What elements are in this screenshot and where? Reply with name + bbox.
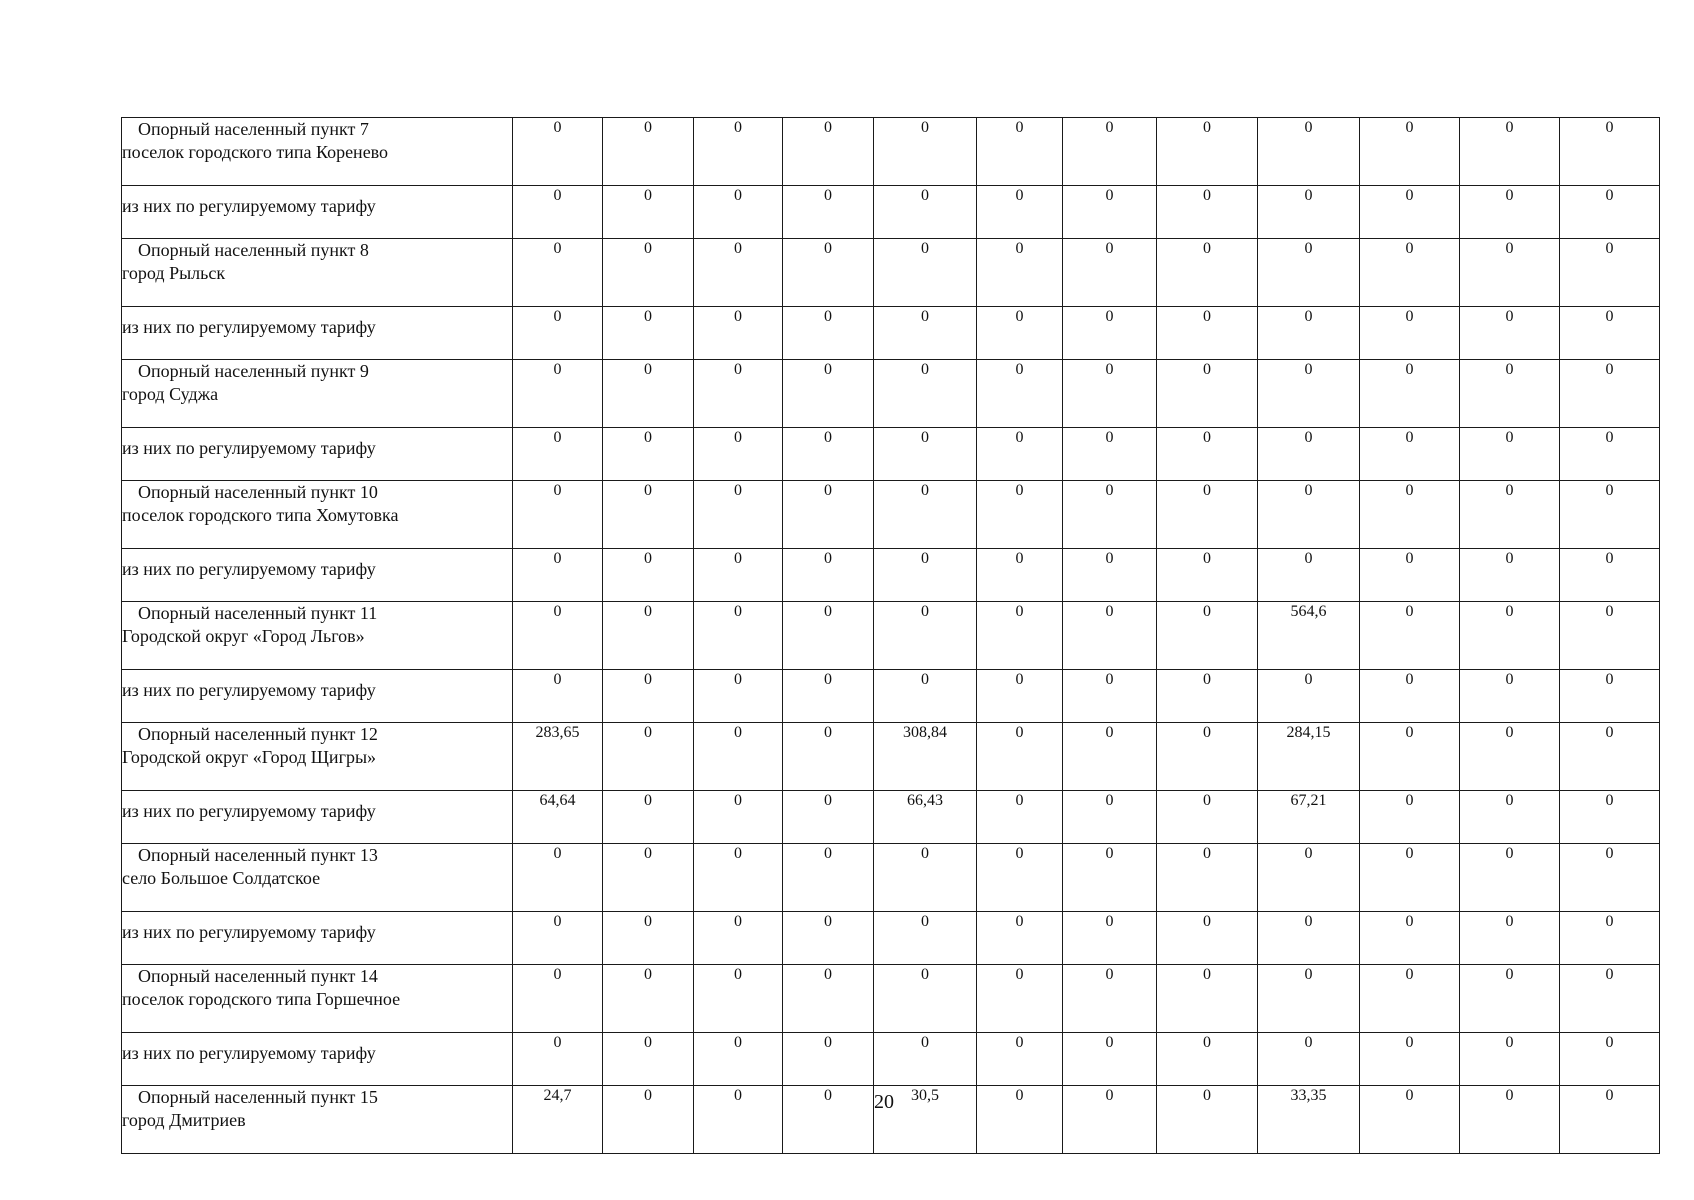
value-cell: 0 — [783, 118, 874, 186]
row-label — [122, 844, 513, 912]
value-cell: 0 — [694, 912, 783, 965]
value-cell: 0 — [1460, 965, 1560, 1033]
value-cell: 0 — [694, 670, 783, 723]
value-cell: 0 — [1063, 428, 1157, 481]
value-cell: 0 — [1360, 186, 1460, 239]
table-row-regulated — [122, 307, 1660, 360]
value-cell: 0 — [1157, 307, 1258, 360]
tariff-table — [121, 117, 1660, 1154]
value-cell: 0 — [874, 670, 977, 723]
value-cell: 0 — [783, 602, 874, 670]
value-cell: 0 — [694, 307, 783, 360]
value-cell: 0 — [1157, 602, 1258, 670]
value-cell: 0 — [1258, 1033, 1360, 1086]
value-cell: 0 — [977, 844, 1063, 912]
settlement-title: Опорный населенный пункт 12 — [138, 724, 378, 744]
settlement-name: поселок городского типа Хомутовка — [122, 505, 399, 525]
value-cell: 0 — [783, 186, 874, 239]
settlement-name: Городской округ «Город Льгов» — [122, 626, 365, 646]
value-cell: 0 — [694, 602, 783, 670]
value-cell: 0 — [1560, 723, 1660, 791]
settlement-title: Опорный населенный пункт 11 — [138, 603, 378, 623]
settlement-name: город Рыльск — [122, 263, 226, 283]
value-cell: 0 — [513, 965, 603, 1033]
row-label — [122, 481, 513, 549]
value-cell: 0 — [1063, 549, 1157, 602]
value-cell: 0 — [603, 118, 694, 186]
value-cell: 0 — [513, 549, 603, 602]
value-cell: 0 — [603, 791, 694, 844]
value-cell: 0 — [1460, 723, 1560, 791]
table-row-settlement — [122, 844, 1660, 912]
value-cell: 0 — [694, 1033, 783, 1086]
value-cell: 0 — [513, 844, 603, 912]
value-cell: 0 — [783, 549, 874, 602]
value-cell: 0 — [874, 428, 977, 481]
row-label: из них по регулируемому тарифу — [122, 791, 513, 844]
value-cell: 0 — [874, 239, 977, 307]
value-cell: 0 — [1460, 481, 1560, 549]
settlement-title: Опорный населенный пункт 13 — [138, 845, 378, 865]
value-cell: 0 — [1460, 307, 1560, 360]
value-cell: 0 — [1560, 549, 1660, 602]
value-cell: 0 — [783, 428, 874, 481]
value-cell: 0 — [513, 239, 603, 307]
value-cell: 0 — [1460, 428, 1560, 481]
value-cell: 0 — [1560, 1086, 1660, 1154]
value-cell: 0 — [977, 549, 1063, 602]
value-cell: 0 — [1157, 549, 1258, 602]
value-cell: 0 — [1157, 723, 1258, 791]
table-row-settlement — [122, 118, 1660, 186]
settlement-name: город Суджа — [122, 384, 219, 404]
value-cell: 0 — [783, 481, 874, 549]
value-cell: 308,84 — [874, 723, 977, 791]
value-cell: 0 — [874, 912, 977, 965]
value-cell: 0 — [1460, 1033, 1560, 1086]
settlement-name: поселок городского типа Коренево — [122, 142, 389, 162]
settlement-name: село Большое Солдатское — [122, 868, 321, 888]
value-cell: 0 — [1360, 1086, 1460, 1154]
table-row-settlement — [122, 723, 1660, 791]
value-cell: 0 — [874, 844, 977, 912]
value-cell: 0 — [694, 360, 783, 428]
value-cell: 67,21 — [1258, 791, 1360, 844]
value-cell: 0 — [513, 186, 603, 239]
value-cell: 0 — [1360, 670, 1460, 723]
value-cell: 0 — [1460, 239, 1560, 307]
value-cell: 0 — [694, 186, 783, 239]
value-cell: 0 — [1560, 428, 1660, 481]
settlement-name: город Дмитриев — [122, 1110, 246, 1130]
value-cell: 0 — [1063, 844, 1157, 912]
table-row-regulated — [122, 1033, 1660, 1086]
value-cell: 33,35 — [1258, 1086, 1360, 1154]
value-cell: 0 — [603, 360, 694, 428]
page-number: 20 — [874, 1091, 894, 1113]
table-row-regulated — [122, 428, 1660, 481]
value-cell: 0 — [977, 602, 1063, 670]
value-cell: 0 — [1460, 360, 1560, 428]
value-cell: 0 — [1258, 428, 1360, 481]
value-cell: 0 — [874, 118, 977, 186]
row-label — [122, 360, 513, 428]
value-cell: 0 — [513, 360, 603, 428]
value-cell: 0 — [603, 1033, 694, 1086]
value-cell: 0 — [1560, 118, 1660, 186]
value-cell: 0 — [1157, 670, 1258, 723]
value-cell: 0 — [1460, 549, 1560, 602]
value-cell: 0 — [694, 549, 783, 602]
value-cell: 0 — [1258, 239, 1360, 307]
value-cell: 0 — [874, 549, 977, 602]
value-cell: 0 — [1360, 481, 1460, 549]
value-cell: 283,65 — [513, 723, 603, 791]
value-cell: 0 — [1063, 118, 1157, 186]
value-cell: 24,7 — [513, 1086, 603, 1154]
row-label — [122, 118, 513, 186]
settlement-title: Опорный населенный пункт 14 — [138, 966, 378, 986]
value-cell: 0 — [783, 670, 874, 723]
value-cell: 0 — [874, 602, 977, 670]
value-cell: 0 — [1460, 186, 1560, 239]
value-cell: 0 — [1560, 239, 1660, 307]
value-cell: 0 — [603, 844, 694, 912]
value-cell: 0 — [513, 670, 603, 723]
value-cell: 0 — [1157, 844, 1258, 912]
value-cell: 0 — [874, 481, 977, 549]
value-cell: 0 — [1258, 965, 1360, 1033]
value-cell: 0 — [1360, 844, 1460, 912]
value-cell: 0 — [1157, 428, 1258, 481]
value-cell: 0 — [1560, 602, 1660, 670]
value-cell: 0 — [513, 307, 603, 360]
value-cell: 0 — [1560, 965, 1660, 1033]
value-cell: 0 — [977, 239, 1063, 307]
value-cell: 0 — [1360, 307, 1460, 360]
value-cell: 0 — [977, 118, 1063, 186]
table-row-settlement — [122, 481, 1660, 549]
value-cell: 0 — [1460, 844, 1560, 912]
value-cell: 0 — [1560, 912, 1660, 965]
table-row-regulated — [122, 670, 1660, 723]
value-cell: 0 — [603, 670, 694, 723]
value-cell: 0 — [874, 965, 977, 1033]
value-cell: 0 — [1360, 428, 1460, 481]
value-cell: 0 — [1063, 1033, 1157, 1086]
settlement-name: Городской округ «Город Щигры» — [122, 747, 377, 767]
value-cell: 0 — [1560, 1033, 1660, 1086]
value-cell: 0 — [1157, 1086, 1258, 1154]
table-row-settlement — [122, 965, 1660, 1033]
value-cell: 0 — [1560, 481, 1660, 549]
value-cell: 0 — [1360, 723, 1460, 791]
value-cell: 0 — [1157, 360, 1258, 428]
value-cell: 0 — [783, 1033, 874, 1086]
row-label: из них по регулируемому тарифу — [122, 186, 513, 239]
value-cell: 0 — [783, 239, 874, 307]
value-cell: 0 — [694, 791, 783, 844]
value-cell: 0 — [1460, 791, 1560, 844]
value-cell: 0 — [874, 1033, 977, 1086]
value-cell: 0 — [1258, 360, 1360, 428]
value-cell: 0 — [783, 965, 874, 1033]
value-cell: 0 — [603, 239, 694, 307]
value-cell: 0 — [694, 428, 783, 481]
value-cell: 0 — [1560, 670, 1660, 723]
value-cell: 0 — [1460, 1086, 1560, 1154]
row-label: из них по регулируемому тарифу — [122, 428, 513, 481]
value-cell: 0 — [1360, 118, 1460, 186]
value-cell: 30,5 — [874, 1086, 977, 1154]
value-cell: 0 — [513, 602, 603, 670]
settlement-title: Опорный населенный пункт 15 — [138, 1087, 378, 1107]
row-label: из них по регулируемому тарифу — [122, 549, 513, 602]
value-cell: 0 — [1157, 1033, 1258, 1086]
table-row-settlement — [122, 602, 1660, 670]
value-cell: 0 — [1063, 1086, 1157, 1154]
table-row-regulated — [122, 912, 1660, 965]
row-label: из них по регулируемому тарифу — [122, 912, 513, 965]
value-cell: 0 — [1360, 1033, 1460, 1086]
row-label: из них по регулируемому тарифу — [122, 1033, 513, 1086]
value-cell: 0 — [1560, 360, 1660, 428]
value-cell: 0 — [1063, 912, 1157, 965]
table-row-regulated — [122, 791, 1660, 844]
value-cell: 0 — [874, 360, 977, 428]
value-cell: 0 — [1360, 360, 1460, 428]
value-cell: 0 — [1360, 965, 1460, 1033]
value-cell: 0 — [603, 602, 694, 670]
table-row-regulated — [122, 186, 1660, 239]
value-cell: 0 — [1560, 186, 1660, 239]
value-cell: 0 — [1258, 307, 1360, 360]
value-cell: 0 — [513, 481, 603, 549]
value-cell: 0 — [977, 1086, 1063, 1154]
value-cell: 0 — [1063, 186, 1157, 239]
value-cell: 0 — [513, 1033, 603, 1086]
value-cell: 0 — [783, 912, 874, 965]
value-cell: 0 — [513, 912, 603, 965]
value-cell: 0 — [1360, 602, 1460, 670]
value-cell: 0 — [1157, 791, 1258, 844]
value-cell: 0 — [1460, 670, 1560, 723]
value-cell: 0 — [977, 360, 1063, 428]
value-cell: 0 — [1157, 239, 1258, 307]
value-cell: 0 — [1063, 239, 1157, 307]
value-cell: 0 — [603, 481, 694, 549]
value-cell: 0 — [603, 965, 694, 1033]
value-cell: 0 — [1560, 844, 1660, 912]
table-row-regulated — [122, 549, 1660, 602]
value-cell: 0 — [1460, 118, 1560, 186]
value-cell: 0 — [1157, 186, 1258, 239]
value-cell: 0 — [694, 239, 783, 307]
row-label: из них по регулируемому тарифу — [122, 307, 513, 360]
row-label — [122, 965, 513, 1033]
value-cell: 0 — [1258, 912, 1360, 965]
value-cell: 0 — [783, 844, 874, 912]
row-label — [122, 239, 513, 307]
value-cell: 0 — [1360, 912, 1460, 965]
value-cell: 0 — [1157, 481, 1258, 549]
value-cell: 0 — [603, 723, 694, 791]
value-cell: 0 — [603, 428, 694, 481]
value-cell: 0 — [874, 186, 977, 239]
value-cell: 0 — [1258, 670, 1360, 723]
value-cell: 64,64 — [513, 791, 603, 844]
value-cell: 0 — [1258, 481, 1360, 549]
table-row-settlement — [122, 239, 1660, 307]
value-cell: 0 — [783, 791, 874, 844]
value-cell: 0 — [1063, 360, 1157, 428]
value-cell: 0 — [1063, 481, 1157, 549]
value-cell: 0 — [977, 723, 1063, 791]
row-label: из них по регулируемому тарифу — [122, 670, 513, 723]
value-cell: 0 — [694, 723, 783, 791]
value-cell: 0 — [694, 118, 783, 186]
settlement-name: поселок городского типа Горшечное — [122, 989, 401, 1009]
value-cell: 0 — [1157, 965, 1258, 1033]
row-label — [122, 602, 513, 670]
value-cell: 66,43 — [874, 791, 977, 844]
settlement-title: Опорный населенный пункт 8 — [138, 240, 369, 260]
value-cell: 0 — [1258, 118, 1360, 186]
value-cell: 0 — [513, 428, 603, 481]
value-cell: 0 — [977, 186, 1063, 239]
value-cell: 0 — [1063, 723, 1157, 791]
value-cell: 0 — [977, 307, 1063, 360]
value-cell: 0 — [1258, 844, 1360, 912]
value-cell: 0 — [603, 307, 694, 360]
value-cell: 0 — [1258, 549, 1360, 602]
value-cell: 0 — [783, 1086, 874, 1154]
value-cell: 0 — [1063, 307, 1157, 360]
value-cell: 0 — [783, 723, 874, 791]
settlement-title: Опорный населенный пункт 7 — [138, 119, 369, 139]
value-cell: 0 — [1460, 912, 1560, 965]
value-cell: 0 — [694, 1086, 783, 1154]
value-cell: 0 — [977, 670, 1063, 723]
value-cell: 0 — [694, 481, 783, 549]
value-cell: 0 — [1560, 307, 1660, 360]
value-cell: 0 — [1063, 670, 1157, 723]
value-cell: 0 — [603, 1086, 694, 1154]
value-cell: 0 — [977, 1033, 1063, 1086]
value-cell: 0 — [603, 186, 694, 239]
value-cell: 0 — [977, 912, 1063, 965]
value-cell: 0 — [1360, 549, 1460, 602]
value-cell: 0 — [1258, 186, 1360, 239]
settlement-title: Опорный населенный пункт 9 — [138, 361, 369, 381]
value-cell: 0 — [1063, 602, 1157, 670]
value-cell: 0 — [1157, 118, 1258, 186]
value-cell: 0 — [1560, 791, 1660, 844]
value-cell: 0 — [783, 307, 874, 360]
value-cell: 0 — [783, 360, 874, 428]
value-cell: 0 — [603, 549, 694, 602]
settlement-title: Опорный населенный пункт 10 — [138, 482, 378, 502]
value-cell: 0 — [513, 118, 603, 186]
value-cell: 564,6 — [1258, 602, 1360, 670]
value-cell: 0 — [1157, 912, 1258, 965]
table-body — [122, 118, 1660, 1154]
value-cell: 0 — [694, 844, 783, 912]
value-cell: 0 — [1360, 791, 1460, 844]
value-cell: 0 — [977, 965, 1063, 1033]
value-cell: 0 — [1063, 965, 1157, 1033]
value-cell: 0 — [1063, 791, 1157, 844]
table-row-settlement — [122, 360, 1660, 428]
value-cell: 0 — [694, 965, 783, 1033]
value-cell: 284,15 — [1258, 723, 1360, 791]
value-cell: 0 — [1360, 239, 1460, 307]
value-cell: 0 — [977, 481, 1063, 549]
value-cell: 0 — [874, 307, 977, 360]
row-label — [122, 723, 513, 791]
value-cell: 0 — [1460, 602, 1560, 670]
value-cell: 0 — [603, 912, 694, 965]
value-cell: 0 — [977, 428, 1063, 481]
value-cell: 0 — [977, 791, 1063, 844]
